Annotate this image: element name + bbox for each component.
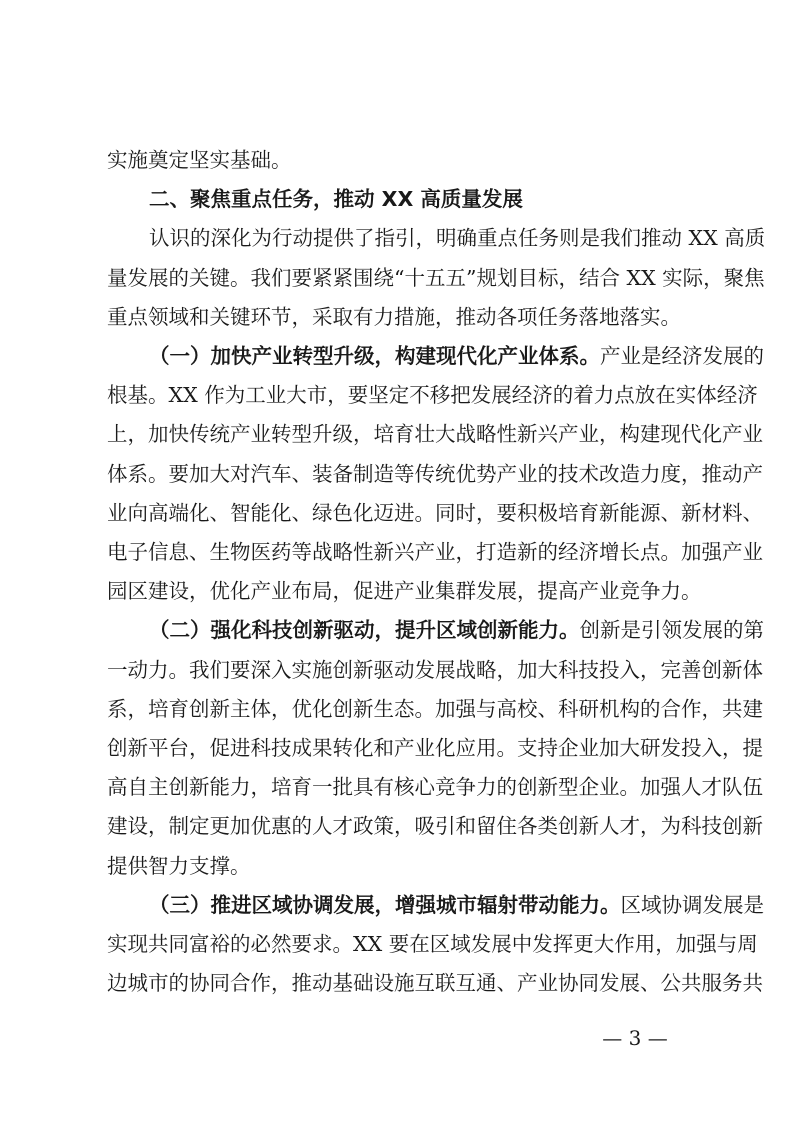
body-text: 电子信息、生物医药等战略性新兴产业，打造新的经济增长点。加强产业 — [107, 540, 763, 564]
subheading-text: （一）加快产业转型升级，构建现代化产业体系。 — [149, 344, 600, 368]
body-text: 实施奠定坚实基础。 — [107, 148, 292, 172]
text-line — [107, 578, 701, 604]
body-text: 建设，制定更加优惠的人才政策，吸引和留住各类创新人才，为科技创新 — [107, 814, 763, 839]
text-line — [107, 147, 701, 173]
body-text: 上，加快传统产业转型升级，培育壮大战略性新兴产业，构建现代化产业 — [107, 422, 763, 447]
text-line — [107, 265, 765, 291]
text-line — [107, 931, 758, 957]
body-text: 园区建设，优化产业布局，促进产业集群发展，提高产业竞争力。 — [107, 579, 702, 604]
text-line — [149, 892, 764, 918]
body-text: 实现共同富裕的必然要求。XX 要在区域发展中发挥更大作用，加强与周 — [107, 932, 758, 956]
text-line — [149, 343, 764, 369]
text-line — [107, 813, 763, 839]
body-text: 量发展的关键。我们要紧紧围绕“十五五”规划目标，结合 XX 实际，聚焦 — [107, 265, 765, 290]
body-text: 高自主创新能力，培育一批具有核心竞争力的创新型企业。加强人才队伍 — [107, 775, 763, 800]
text-line — [107, 421, 763, 447]
body-text: 体系。要加大对汽车、装备制造等传统优势产业的技术改造力度，推动产 — [107, 461, 763, 486]
body-text: 二、聚焦重点任务，推动 XX 高质量发展 — [149, 187, 523, 212]
text-line — [107, 735, 763, 761]
subheading-text: （二）强化科技创新驱动，提升区域创新能力。 — [149, 618, 580, 643]
text-line — [107, 657, 763, 683]
body-text: 产业是经济发展的 — [600, 344, 764, 368]
text-line — [107, 853, 701, 879]
body-text: 提供智力支撑。 — [107, 853, 251, 878]
text-line — [107, 382, 758, 408]
section-heading — [149, 186, 701, 212]
text-line — [107, 539, 763, 565]
body-text: 业向高端化、智能化、绿色化迈进。同时，要积极培育新能源、新材料、 — [107, 500, 763, 525]
text-line — [107, 970, 763, 996]
text-line — [149, 225, 766, 251]
text-line — [107, 304, 701, 330]
body-text: 系，培育创新主体，优化创新生态。加强与高校、科研机构的合作，共建 — [107, 696, 763, 721]
text-line — [107, 500, 763, 526]
body-text: 根基。XX 作为工业大市，要坚定不移把发展经济的着力点放在实体经济 — [107, 383, 758, 408]
body-text: 重点领域和关键环节，采取有力措施，推动各项任务落地落实。 — [107, 304, 681, 329]
body-text: 创新平台，促进科技成果转化和产业化应用。支持企业加大研发投入，提 — [107, 736, 763, 760]
page-number: — 3 — — [602, 1026, 668, 1050]
subheading-text: （三）推进区域协调发展，增强城市辐射带动能力。 — [149, 892, 621, 917]
body-text: 创新是引领发展的第 — [579, 618, 764, 643]
text-line — [107, 774, 763, 800]
text-line — [107, 461, 763, 487]
text-line — [149, 617, 764, 643]
body-text: 边城市的协同合作，推动基础设施互联互通、产业协同发展、公共服务共 — [107, 971, 763, 996]
body-text: 认识的深化为行动提供了指引，明确重点任务则是我们推动 XX 高质 — [149, 226, 766, 251]
body-text: 一动力。我们要深入实施创新驱动发展战略，加大科技投入，完善创新体 — [107, 657, 763, 682]
body-text: 区域协调发展是 — [620, 892, 764, 917]
text-line — [107, 696, 763, 722]
